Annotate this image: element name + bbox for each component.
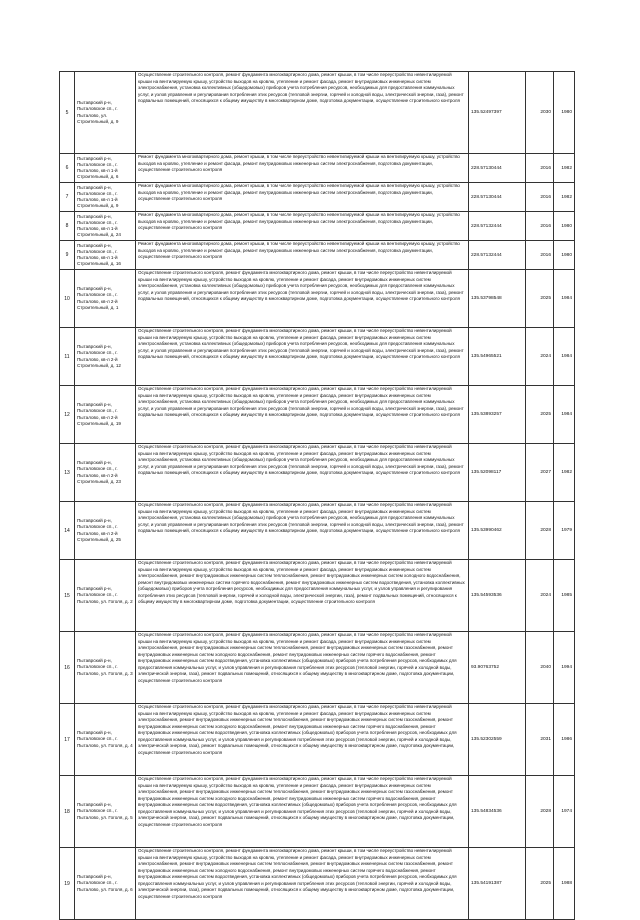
cost-cell: 135.52098117: [469, 444, 526, 502]
table-row: [60, 212, 575, 241]
built-year-cell: 1984: [554, 270, 575, 328]
works-description-cell: Осуществление строительного контроля, ремонт фундамента многоквартирного дома, ремонт крыши, в том числе переустройство невентилируемой крыши на вентилируемую крышу, устройство выходов на кровлю, утепление и ремонт фасада, ремонт внутридомовых инженерных систем электроснабжения, ремонт внутридомовых инженерных систем теплоснабжения, ремонт внутридомовых инженерных систем холодного водоснабжения, ремонт внутридомовых инженерных систем горячего водоснабжения, ремонт внутридомовых инженерных систем водоотведения, установка коллективных (общедомовых) приборов учета потребления ресурсов, необходимых для предоставления коммунальных услуг, и узлов управления и регулирования потребления этих ресурсов (тепловой энергии, горячей и холодной воды, электрической энергии, газа), ремонт подвальных помещений, относящихся к общему имуществу в многоквартирном доме, подготовка документации, осуществление строительного контроля: [136, 560, 469, 632]
row-number-cell: 19: [60, 848, 75, 920]
table-row: [60, 848, 575, 920]
document-page: [59, 71, 574, 920]
works-description-cell: Ремонт фундамента многоквартирного дома, ремонт крыши, в том числе переустройство невентилируемой крыши на вентилируемую крышу, устройство выходов на кровлю, утепление и ремонт фасада, ремонт внутридомовых инженерных систем электроснабжения, подготовка документации, осуществление строительного контроля: [136, 183, 469, 212]
cost-cell: 135.52497397: [469, 72, 526, 154]
cost-cell: 135.52302559: [469, 704, 526, 776]
works-description-cell: Ремонт фундамента многоквартирного дома, ремонт крыши, в том числе переустройство невентилируемой крыши на вентилируемую крышу, устройство выходов на кровлю, утепление и ремонт фасада, ремонт внутридомовых инженерных систем электроснабжения, подготовка документации, осуществление строительного контроля: [136, 154, 469, 183]
works-description-cell: Осуществление строительного контроля, ремонт фундамента многоквартирного дома, ремонт крыши, в том числе переустройство невентилируемой крыши на вентилируемую крышу, устройство выходов на кровлю, утепление и ремонт фасада, ремонт внутридомовых инженерных систем электроснабжения, установка коллективных (общедомовых) приборов учета потребления ресурсов, необходимых для предоставления коммунальных услуг, и узлов управления и регулирования потребления этих ресурсов (тепловой энергии, горячей и холодной воды, электрической энергии, газа), ремонт подвальных помещений, относящихся к общему имуществу в многоквартирном доме, подготовка документации, осуществление строительного контроля: [136, 444, 469, 502]
built-year-cell: 1982: [554, 154, 575, 183]
works-description-cell: Осуществление строительного контроля, ремонт фундамента многоквартирного дома, ремонт крыши, в том числе переустройство невентилируемой крыши на вентилируемую крышу, устройство выходов на кровлю, утепление и ремонт фасада, ремонт внутридомовых инженерных систем электроснабжения, ремонт внутридомовых инженерных систем теплоснабжения, ремонт внутридомовых инженерных систем газоснабжения, ремонт внутридомовых инженерных систем холодного водоснабжения, ремонт внутридомовых инженерных систем горячего водоснабжения, ремонт внутридомовых инженерных систем водоотведения, установка коллективных (общедомовых) приборов учета потребления ресурсов, необходимых для предоставления коммунальных услуг, и узлов управления и регулирования потребления этих ресурсов (тепловой энергии, горячей и холодной воды, электрической энергии, газа), ремонт подвальных помещений, относящихся к общему имуществу в многоквартирном доме, подготовка документации, осуществление строительного контроля: [136, 632, 469, 704]
table-row: [60, 776, 575, 848]
row-number-cell: 16: [60, 632, 75, 704]
table-row: [60, 72, 575, 154]
built-year-cell: 1982: [554, 183, 575, 212]
built-year-cell: 1980: [554, 241, 575, 270]
cost-cell: 135.54965521: [469, 328, 526, 386]
planned-year-cell: 2025: [526, 270, 554, 328]
address-cell: Пытаврский р-н, Пыталовское сп., г. Пыталово, ул. Строительный, д. 9: [75, 72, 136, 154]
built-year-cell: 1980: [554, 72, 575, 154]
row-number-cell: 14: [60, 502, 75, 560]
address-cell: Пытаврский р-н, Пыталовское сп., г. Пыталово, кв-л 1-й Строительный, д. 24: [75, 212, 136, 241]
address-cell: Пытаврский р-н, Пыталовское сп., г. Пыталово, кв-л 1-й Строительный, д. 16: [75, 241, 136, 270]
works-description-cell: Осуществление строительного контроля, ремонт фундамента многоквартирного дома, ремонт крыши, в том числе переустройство невентилируемой крыши на вентилируемую крышу, устройство выходов на кровлю, утепление и ремонт фасада, ремонт внутридомовых инженерных систем электроснабжения, установка коллективных (общедомовых) приборов учета потребления ресурсов, необходимых для предоставления коммунальных услуг, и узлов управления и регулирования потребления этих ресурсов (тепловой энергии, горячей и холодной воды, электрической энергии, газа), ремонт подвальных помещений, относящихся к общему имуществу в многоквартирном доме, подготовка документации, осуществление строительного контроля: [136, 72, 469, 154]
row-number-cell: 8: [60, 212, 75, 241]
cost-cell: 228.57130444: [469, 154, 526, 183]
row-number-cell: 9: [60, 241, 75, 270]
planned-year-cell: 2016: [526, 154, 554, 183]
built-year-cell: 1982: [554, 444, 575, 502]
works-description-cell: Осуществление строительного контроля, ремонт фундамента многоквартирного дома, ремонт крыши, в том числе переустройство невентилируемой крыши на вентилируемую крышу, устройство выходов на кровлю, утепление и ремонт фасада, ремонт внутридомовых инженерных систем электроснабжения, ремонт внутридомовых инженерных систем теплоснабжения, ремонт внутридомовых инженерных систем газоснабжения, ремонт внутридомовых инженерных систем холодного водоснабжения, ремонт внутридомовых инженерных систем горячего водоснабжения, ремонт внутридомовых инженерных систем водоотведения, установка коллективных (общедомовых) приборов учета потребления ресурсов, необходимых для предоставления коммунальных услуг, и узлов управления и регулирования потребления этих ресурсов (тепловой энергии, горячей и холодной воды, электрической энергии, газа), ремонт подвальных помещений, относящихся к общему имуществу в многоквартирном доме, подготовка документации, осуществление строительного контроля: [136, 704, 469, 776]
works-description-cell: Осуществление строительного контроля, ремонт фундамента многоквартирного дома, ремонт крыши, в том числе переустройство невентилируемой крыши на вентилируемую крышу, устройство выходов на кровлю, утепление и ремонт фасада, ремонт внутридомовых инженерных систем электроснабжения, установка коллективных (общедомовых) приборов учета потребления ресурсов, необходимых для предоставления коммунальных услуг, и узлов управления и регулирования потребления этих ресурсов (тепловой энергии, горячей и холодной воды, электрической энергии, газа), ремонт подвальных помещений, относящихся к общему имуществу в многоквартирном доме, подготовка документации, осуществление строительного контроля: [136, 270, 469, 328]
planned-year-cell: 2031: [526, 704, 554, 776]
address-cell: Пытаврский р-н, Пыталовское сп., г. Пыталово, кв-л 1-й Строительный, д. 6: [75, 154, 136, 183]
row-number-cell: 10: [60, 270, 75, 328]
cost-cell: 228.57132444: [469, 241, 526, 270]
cost-cell: 135.53798548: [469, 270, 526, 328]
built-year-cell: 1986: [554, 704, 575, 776]
table-row: [60, 183, 575, 212]
address-cell: Пытаврский р-н, Пыталовское сп., г. Пыталово, кв-л 2-й Строительный, д. 23: [75, 444, 136, 502]
works-description-cell: Ремонт фундамента многоквартирного дома, ремонт крыши, в том числе переустройство невентилируемой крыши на вентилируемую крышу, устройство выходов на кровлю, утепление и ремонт фасада, ремонт внутридомовых инженерных систем электроснабжения, подготовка документации, осуществление строительного контроля: [136, 241, 469, 270]
address-cell: Пытаврский р-н, Пыталовское сп., г. Пыталово, ул. Гоголя, д. 2: [75, 560, 136, 632]
planned-year-cell: 2027: [526, 444, 554, 502]
cost-cell: 135.54191387: [469, 848, 526, 920]
row-number-cell: 15: [60, 560, 75, 632]
works-description-cell: Осуществление строительного контроля, ремонт фундамента многоквартирного дома, ремонт крыши, в том числе переустройство невентилируемой крыши на вентилируемую крышу, устройство выходов на кровлю, утепление и ремонт фасада, ремонт внутридомовых инженерных систем электроснабжения, установка коллективных (общедомовых) приборов учета потребления ресурсов, необходимых для предоставления коммунальных услуг, и узлов управления и регулирования потребления этих ресурсов (тепловой энергии, горячей и холодной воды, электрической энергии, газа), ремонт подвальных помещений, относящихся к общему имуществу в многоквартирном доме, подготовка документации, осуществление строительного контроля: [136, 502, 469, 560]
table-row: [60, 704, 575, 776]
row-number-cell: 7: [60, 183, 75, 212]
row-number-cell: 18: [60, 776, 75, 848]
works-description-cell: Осуществление строительного контроля, ремонт фундамента многоквартирного дома, ремонт крыши, в том числе переустройство невентилируемой крыши на вентилируемую крышу, устройство выходов на кровлю, утепление и ремонт фасада, ремонт внутридомовых инженерных систем электроснабжения, ремонт внутридомовых инженерных систем теплоснабжения, ремонт внутридомовых инженерных систем газоснабжения, ремонт внутридомовых инженерных систем холодного водоснабжения, ремонт внутридомовых инженерных систем горячего водоснабжения, ремонт внутридомовых инженерных систем водоотведения, установка коллективных (общедомовых) приборов учета потребления ресурсов, необходимых для предоставления коммунальных услуг, и узлов управления и регулирования потребления этих ресурсов (тепловой энергии, горячей и холодной воды, электрической энергии, газа), ремонт подвальных помещений, относящихся к общему имуществу в многоквартирном доме, подготовка документации, осуществление строительного контроля: [136, 776, 469, 848]
works-description-cell: Осуществление строительного контроля, ремонт фундамента многоквартирного дома, ремонт крыши, в том числе переустройство невентилируемой крыши на вентилируемую крышу, устройство выходов на кровлю, утепление и ремонт фасада, ремонт внутридомовых инженерных систем электроснабжения, ремонт внутридомовых инженерных систем теплоснабжения, ремонт внутридомовых инженерных систем газоснабжения, ремонт внутридомовых инженерных систем холодного водоснабжения, ремонт внутридомовых инженерных систем горячего водоснабжения, ремонт внутридомовых инженерных систем водоотведения, установка коллективных (общедомовых) приборов учета потребления ресурсов, необходимых для предоставления коммунальных услуг, и узлов управления и регулирования потребления этих ресурсов (тепловой энергии, горячей и холодной воды, электрической энергии, газа), ремонт подвальных помещений, относящихся к общему имуществу в многоквартирном доме, подготовка документации, осуществление строительного контроля: [136, 848, 469, 920]
built-year-cell: 1974: [554, 776, 575, 848]
row-number-cell: 6: [60, 154, 75, 183]
cost-cell: 135.53893257: [469, 386, 526, 444]
built-year-cell: 1984: [554, 386, 575, 444]
built-year-cell: 1980: [554, 212, 575, 241]
works-description-cell: Осуществление строительного контроля, ремонт фундамента многоквартирного дома, ремонт крыши, в том числе переустройство невентилируемой крыши на вентилируемую крышу, устройство выходов на кровлю, утепление и ремонт фасада, ремонт внутридомовых инженерных систем электроснабжения, установка коллективных (общедомовых) приборов учета потребления ресурсов, необходимых для предоставления коммунальных услуг, и узлов управления и регулирования потребления этих ресурсов (тепловой энергии, горячей и холодной воды, электрической энергии, газа), ремонт подвальных помещений, относящихся к общему имуществу в многоквартирном доме, подготовка документации, осуществление строительного контроля: [136, 386, 469, 444]
address-cell: Пытаврский р-н, Пыталовское сп., г. Пыталово, кв-л 2-й Строительный, д. 1: [75, 270, 136, 328]
address-cell: Пытаврский р-н, Пыталовское сп., г. Пыталово, кв-л 1-й Строительный, д. 9: [75, 183, 136, 212]
planned-year-cell: 2016: [526, 212, 554, 241]
table-row: [60, 386, 575, 444]
planned-year-cell: 2028: [526, 502, 554, 560]
address-cell: Пытаврский р-н, Пыталовское сп., г. Пыталово, ул. Гоголя, д. 5: [75, 776, 136, 848]
planned-year-cell: 2016: [526, 183, 554, 212]
address-cell: Пытаврский р-н, Пыталовское сп., г. Пыталово, ул. Гоголя, д. 3: [75, 632, 136, 704]
built-year-cell: 1988: [554, 848, 575, 920]
table-row: [60, 560, 575, 632]
built-year-cell: 1979: [554, 502, 575, 560]
planned-year-cell: 2025: [526, 386, 554, 444]
address-cell: Пытаврский р-н, Пыталовское сп., г. Пыталово, кв-л 2-й Строительный, д. 25: [75, 502, 136, 560]
row-number-cell: 12: [60, 386, 75, 444]
planned-year-cell: 2025: [526, 848, 554, 920]
cost-cell: 135.54593536: [469, 560, 526, 632]
table-row: [60, 154, 575, 183]
table-row: [60, 241, 575, 270]
table-row: [60, 270, 575, 328]
works-description-cell: Ремонт фундамента многоквартирного дома, ремонт крыши, в том числе переустройство невентилируемой крыши на вентилируемую крышу, устройство выходов на кровлю, утепление и ремонт фасада, ремонт внутридомовых инженерных систем электроснабжения, подготовка документации, осуществление строительного контроля: [136, 212, 469, 241]
address-cell: Пытаврский р-н, Пыталовское сп., г. Пыталово, ул. Гоголя, д. 4: [75, 704, 136, 776]
table-row: [60, 632, 575, 704]
table-body: [60, 72, 575, 920]
address-cell: Пытаврский р-н, Пыталовское сп., г. Пыталово, кв-л 2-й Строительный, д. 12: [75, 328, 136, 386]
row-number-cell: 5: [60, 72, 75, 154]
address-cell: Пытаврский р-н, Пыталовское сп., г. Пыталово, кв-л 2-й Строительный, д. 19: [75, 386, 136, 444]
planned-year-cell: 2016: [526, 241, 554, 270]
cost-cell: 135.53990462: [469, 502, 526, 560]
row-number-cell: 17: [60, 704, 75, 776]
planned-year-cell: 2040: [526, 632, 554, 704]
cost-cell: 135.54834536: [469, 776, 526, 848]
planned-year-cell: 2028: [526, 776, 554, 848]
cost-cell: 93.90763752: [469, 632, 526, 704]
table-row: [60, 502, 575, 560]
planned-year-cell: 2024: [526, 328, 554, 386]
table-row: [60, 444, 575, 502]
works-description-cell: Осуществление строительного контроля, ремонт фундамента многоквартирного дома, ремонт крыши, в том числе переустройство невентилируемой крыши на вентилируемую крышу, устройство выходов на кровлю, утепление и ремонт фасада, ремонт внутридомовых инженерных систем электроснабжения, установка коллективных (общедомовых) приборов учета потребления ресурсов, необходимых для предоставления коммунальных услуг, и узлов управления и регулирования потребления этих ресурсов (тепловой энергии, горячей и холодной воды, электрической энергии, газа), ремонт подвальных помещений, относящихся к общему имуществу в многоквартирном доме, подготовка документации, осуществление строительного контроля: [136, 328, 469, 386]
row-number-cell: 13: [60, 444, 75, 502]
cost-cell: 228.57132444: [469, 212, 526, 241]
row-number-cell: 11: [60, 328, 75, 386]
cost-cell: 228.57130444: [469, 183, 526, 212]
built-year-cell: 1994: [554, 632, 575, 704]
built-year-cell: 1984: [554, 328, 575, 386]
planned-year-cell: 2030: [526, 72, 554, 154]
address-cell: Пытаврский р-н, Пыталовское сп., г. Пыталово, ул. Гоголя, д. 6: [75, 848, 136, 920]
built-year-cell: 1985: [554, 560, 575, 632]
repair-plan-table: [59, 71, 575, 920]
table-row: [60, 328, 575, 386]
planned-year-cell: 2024: [526, 560, 554, 632]
